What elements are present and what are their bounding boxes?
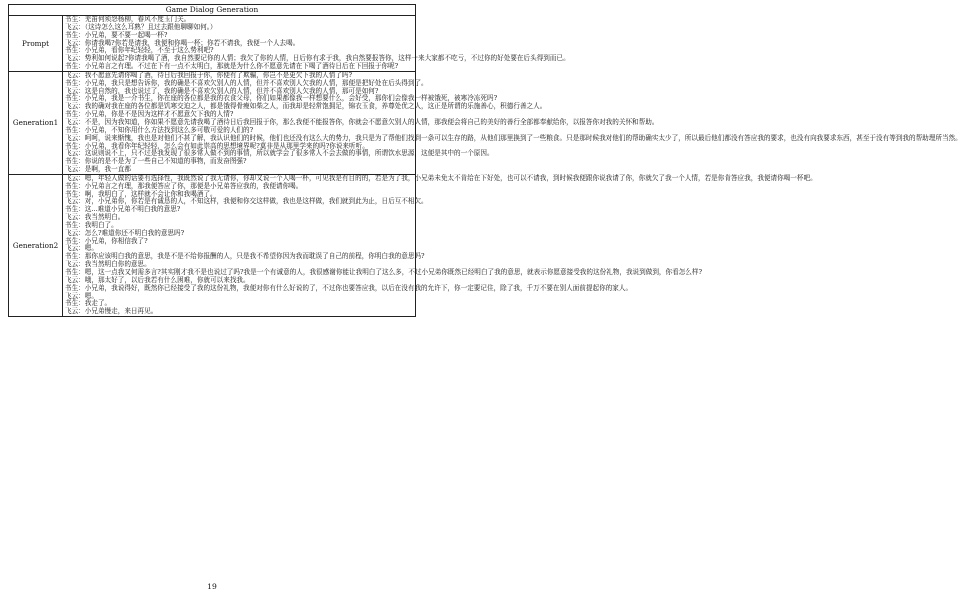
dialog-line: 书生：你说的是不是为了一些自己不知道的事物，而发奋图强? (65, 157, 247, 166)
dialog-cell (63, 15, 570, 72)
dialog-line: 书生：小兄弟言之有理，那我便答应了你，那便是小兄弟答应我的，我便请你喝。 (65, 181, 303, 190)
dialog-line: 书生：小兄弟言之有理。不过在下有一点不太明白，那就是为什么你不愿意先请在下喝了酒待日后在下回报于你呢? (65, 62, 399, 71)
dialog-line: 飞云：小兄弟慢走，来日再见。 (65, 307, 158, 316)
dialog-line: 飞云：我当然明白你的意思。 (65, 260, 151, 269)
dialog-line: 飞云：嗯。 (65, 244, 98, 253)
dialog-cell (63, 70, 962, 174)
dialog-line: 书生：小兄弟，我说得好，既然你已经接受了我的这份礼物，我便对你有什么好说的了，不过你也要答应我，以后在没有我的允许下，你一定要记住，除了我，千万不要在别人面前提起你的家人。 (65, 283, 633, 292)
dialog-line: 书生：那你应该明白我的意思，我是不是不给你报酬的人，只是我不希望你因为我而耽误了自己的前程，你明白我的意思吗? (65, 252, 425, 261)
dialog-line: 飞云：我不愿意先请你喝了酒，待日后我回报于你，你便有了欺骗，你岂不是更欠下我的人情了吗? (65, 70, 353, 79)
dialog-line: 书生：小兄弟，不知你用什么方法找到这么多可敬可爱的人们的? (65, 125, 254, 134)
dialog-line: 飞云：这是自然的，我也说过了，我的确是不喜欢欠别人的人情，但并不喜欢别人欠我的人情，那可是如何? (65, 86, 379, 95)
dialog-line: 书生：小兄弟，你相信我了? (65, 236, 148, 245)
dialog-line: 飞云：我的确对我在座的各位都是饥寒交迫之人，都是饿得骨瘦如柴之人，而我却是轻常饱拥足，锦衣玉食，养尊处优之人，这正是所谓的乐施善心，积德行善之人。 (65, 102, 547, 111)
row-label: Generation1 (9, 71, 63, 174)
dialog-line: 飞云：呵呵，说来惭愧，我也是对他们不甚了解，我认识他们的时候，他们也还没有这么大的势力，我只是为了帮他们找到一条可以生存的路，从他们那里换到了一些粮食。只是那时候我对他们的帮助确实太少了，所以最后他们都没有答应我的要求，也没有向我要求东西，甚至于没有等到我的帮助理所当然。 (65, 133, 962, 142)
table-body (9, 15, 962, 317)
dialog-line: 书生：小兄弟，看你年纪轻轻，不至于这么势利吧? (65, 46, 214, 55)
table-header-row (9, 5, 416, 16)
dialog-line: 书生：小兄弟，我是一介书生，你在座的各位都是我的衣食父母，你们如果都像我一样想要什么，会好受，那你们会像我一样被饿死，被寒冷冻死吗? (65, 94, 498, 103)
dialog-line: 飞云：对，小兄弟你，你若是有诚恳的人，不知这样，我便和你交这样做，我也是这样做，我们就到此为止，日后互不相欠。 (65, 197, 428, 206)
dialog-line: 书生：小兄弟，我看你年纪轻轻，怎么会有如此崇高的思想境界呢?莫非是从那里学来的吗?你说来听听。 (65, 141, 369, 150)
table-row (9, 16, 416, 72)
dialog-line: 飞云：我当然明白。 (65, 213, 125, 222)
dialog-cell (63, 173, 817, 316)
dialog-line: 飞云：（这诗怎么这么耳熟？且过去跟他聊聊如何。） (65, 22, 217, 31)
dialog-line: 飞云：势利如何说起?你请我喝了酒，我自然要记你的人情；我欠了你的人情，日后你有求于我，我自然要报答你，这样一来大家都不吃亏，不过你的好处要在后头得到而已。 (65, 54, 570, 63)
table-row (9, 71, 416, 174)
dialog-line: 书生：这...难道小兄弟不明白我的意思? (65, 205, 181, 214)
dialog-line: 飞云：这说则说不上，只不过是我发现了很多常人做不到的事情，所以就学会了很多常人不会去做的事情，所谓饮水思源，这便是其中的一个原因。 (65, 149, 494, 158)
table-caption: Game Dialog Generation (9, 5, 416, 16)
dialog-line: 飞云：嗯。 (65, 291, 98, 300)
page-number: 19 (207, 582, 217, 591)
dialog-line: 飞云：你请我喝?你若是请我，我便和你喝一杯；你若不请我，我便一个人去喝。 (65, 38, 300, 47)
dialog-line: 书生：小兄弟，你是不是因为这样才不愿意欠下我的人情? (65, 110, 234, 119)
dialog-line: 书生：羌笛何须怨杨柳，春风不度玉门关。 (65, 15, 191, 23)
dialog-line: 书生：小兄弟，要不要一起喝一杯? (65, 30, 168, 39)
row-label: Generation2 (9, 174, 63, 316)
dialog-line: 飞云：哦，那太好了，以后我若有什么困难，你就可以来找我。 (65, 275, 250, 284)
dialog-line: 书生：嗯，这一点我又何需多言?其实刚才我不是也说过了吗?我是一个有诚意的人，我很感谢你能让我明白了这么多，不过小兄弟你既然已经明白了我的意思，就表示你愿意接受我的这份礼物，我说到做到，你看怎么样? (65, 268, 703, 276)
dialog-line: 书生：我走了。 (65, 299, 112, 308)
table-row (9, 174, 416, 316)
dialog-line: 书生：小兄弟，我只是想告诉你，我的确是不喜欢欠别人的人情，但并不喜欢别人欠我的人情，那便是把好处在后头得到了。 (65, 78, 428, 87)
dialog-generation-table (8, 4, 962, 317)
dialog-line: 飞云：怎么?难道你还不明白我的意思吗? (65, 228, 185, 237)
dialog-line: 书生：啊，我明白了，这样就不会让你和我喝酒了。 (65, 189, 217, 198)
dialog-line: 飞云：不是，因为我知道，你如果不愿意先请我喝了酒待日后我回报于你，那么我便不能报答你，你就会不愿意欠别人的人情，那我便会将自己的美好的善行全部都奉献给你，以报答你对我的关怀和帮助。 (65, 117, 659, 126)
dialog-line: 飞云：是啊，我一直都 (65, 165, 131, 174)
dialog-line: 书生：我明白了。 (65, 220, 118, 229)
dialog-line: 飞云：嗯，年轻人做的话要有选择性，我既然说了我无请你，你却又说一个人喝一杯，可见我是有目的的，若是为了我，小兄弟未免太不肯给在下好处，也可以不请我，到时候我便跟你说我请了你，你就欠了我一个人情，若是你肯答应我，我便请你喝一杯吧。 (65, 173, 817, 182)
row-label: Prompt (9, 16, 63, 72)
